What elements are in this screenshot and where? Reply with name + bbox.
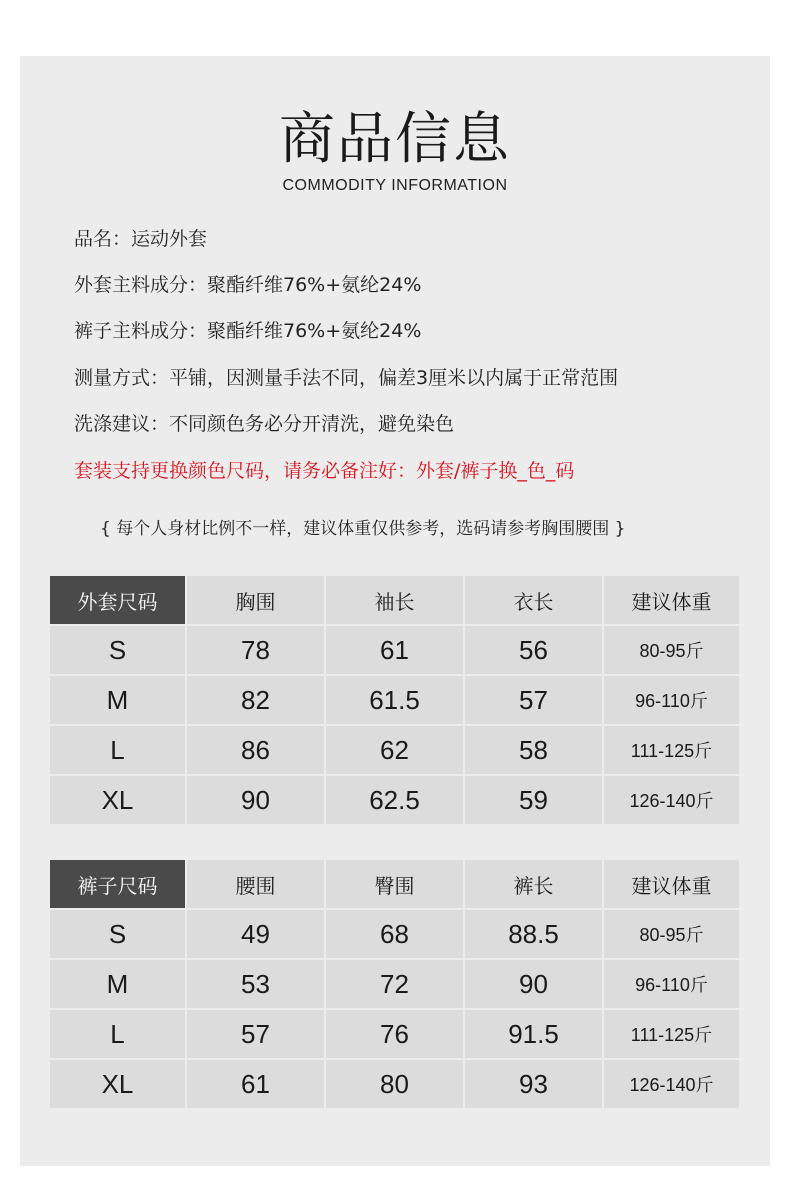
table-cell: 93 <box>465 1060 602 1108</box>
table-cell: 62 <box>326 726 463 774</box>
page-title: 商品信息 <box>279 107 511 172</box>
table-cell: M <box>50 960 185 1008</box>
table-cell: S <box>50 626 185 674</box>
table-cell: 61.5 <box>326 676 463 724</box>
table-header-cell: 臀围 <box>326 860 463 908</box>
table-row <box>50 1060 739 1108</box>
table-cell: XL <box>50 776 185 824</box>
table-cell: 62.5 <box>326 776 463 824</box>
table-cell: 56 <box>465 626 602 674</box>
table-header-cell: 建议体重 <box>604 860 739 908</box>
table-cell: 76 <box>326 1010 463 1058</box>
table-cell: 86 <box>187 726 324 774</box>
table-cell: 80 <box>326 1060 463 1108</box>
table-cell: 58 <box>465 726 602 774</box>
table-cell: 111-125斤 <box>604 1010 739 1058</box>
table-header-cell: 衣长 <box>465 576 602 624</box>
table-cell: 61 <box>187 1060 324 1108</box>
table-row <box>50 1010 739 1058</box>
table-cell: 90 <box>465 960 602 1008</box>
table-row <box>50 726 739 774</box>
table-cell: 82 <box>187 676 324 724</box>
table-cell: 111-125斤 <box>604 726 739 774</box>
table-cell: 78 <box>187 626 324 674</box>
table-cell: 53 <box>187 960 324 1008</box>
size-note: { 每个人身材比例不一样，建议体重仅供参考，选码请参考胸围腰围 } <box>100 519 626 539</box>
table-row <box>50 910 739 958</box>
pants-size-table <box>48 858 741 1110</box>
table-cell: 57 <box>187 1010 324 1058</box>
table-header-cell: 外套尺码 <box>50 576 185 624</box>
table-cell: M <box>50 676 185 724</box>
table-header-cell: 腰围 <box>187 860 324 908</box>
table-header-cell: 建议体重 <box>604 576 739 624</box>
table-header-cell: 胸围 <box>187 576 324 624</box>
table-header-row <box>50 860 739 908</box>
table-header-cell: 裤长 <box>465 860 602 908</box>
jacket-size-table <box>48 574 741 826</box>
table-header-cell: 裤子尺码 <box>50 860 185 908</box>
table-cell: S <box>50 910 185 958</box>
table-cell: 96-110斤 <box>604 960 739 1008</box>
washing-advice-line: 洗涤建议：不同颜色务必分开清洗，避免染色 <box>74 413 455 435</box>
table-cell: 90 <box>187 776 324 824</box>
table-header-row <box>50 576 739 624</box>
exchange-notice-line: 套装支持更换颜色尺码，请务必备注好：外套/裤子换_色_码 <box>74 460 575 482</box>
table-cell: 126-140斤 <box>604 1060 739 1108</box>
table-row <box>50 776 739 824</box>
table-row <box>50 626 739 674</box>
table-cell: 96-110斤 <box>604 676 739 724</box>
table-cell: 59 <box>465 776 602 824</box>
product-name-line: 品名：运动外套 <box>74 228 208 250</box>
table-cell: 61 <box>326 626 463 674</box>
table-cell: 126-140斤 <box>604 776 739 824</box>
table-cell: 80-95斤 <box>604 910 739 958</box>
table-row <box>50 676 739 724</box>
measurement-method-line: 测量方式：平铺，因测量手法不同，偏差3厘米以内属于正常范围 <box>74 367 619 389</box>
table-cell: L <box>50 1010 185 1058</box>
table-cell: 91.5 <box>465 1010 602 1058</box>
table-cell: 57 <box>465 676 602 724</box>
page-subtitle: COMMODITY INFORMATION <box>282 177 508 194</box>
table-cell: 72 <box>326 960 463 1008</box>
table-header-cell: 袖长 <box>326 576 463 624</box>
table-cell: XL <box>50 1060 185 1108</box>
table-row <box>50 960 739 1008</box>
table-cell: L <box>50 726 185 774</box>
table-cell: 49 <box>187 910 324 958</box>
table-cell: 80-95斤 <box>604 626 739 674</box>
table-cell: 88.5 <box>465 910 602 958</box>
table-cell: 68 <box>326 910 463 958</box>
jacket-material-line: 外套主料成分：聚酯纤维76%+氨纶24% <box>74 274 422 296</box>
pants-material-line: 裤子主料成分：聚酯纤维76%+氨纶24% <box>74 320 422 342</box>
